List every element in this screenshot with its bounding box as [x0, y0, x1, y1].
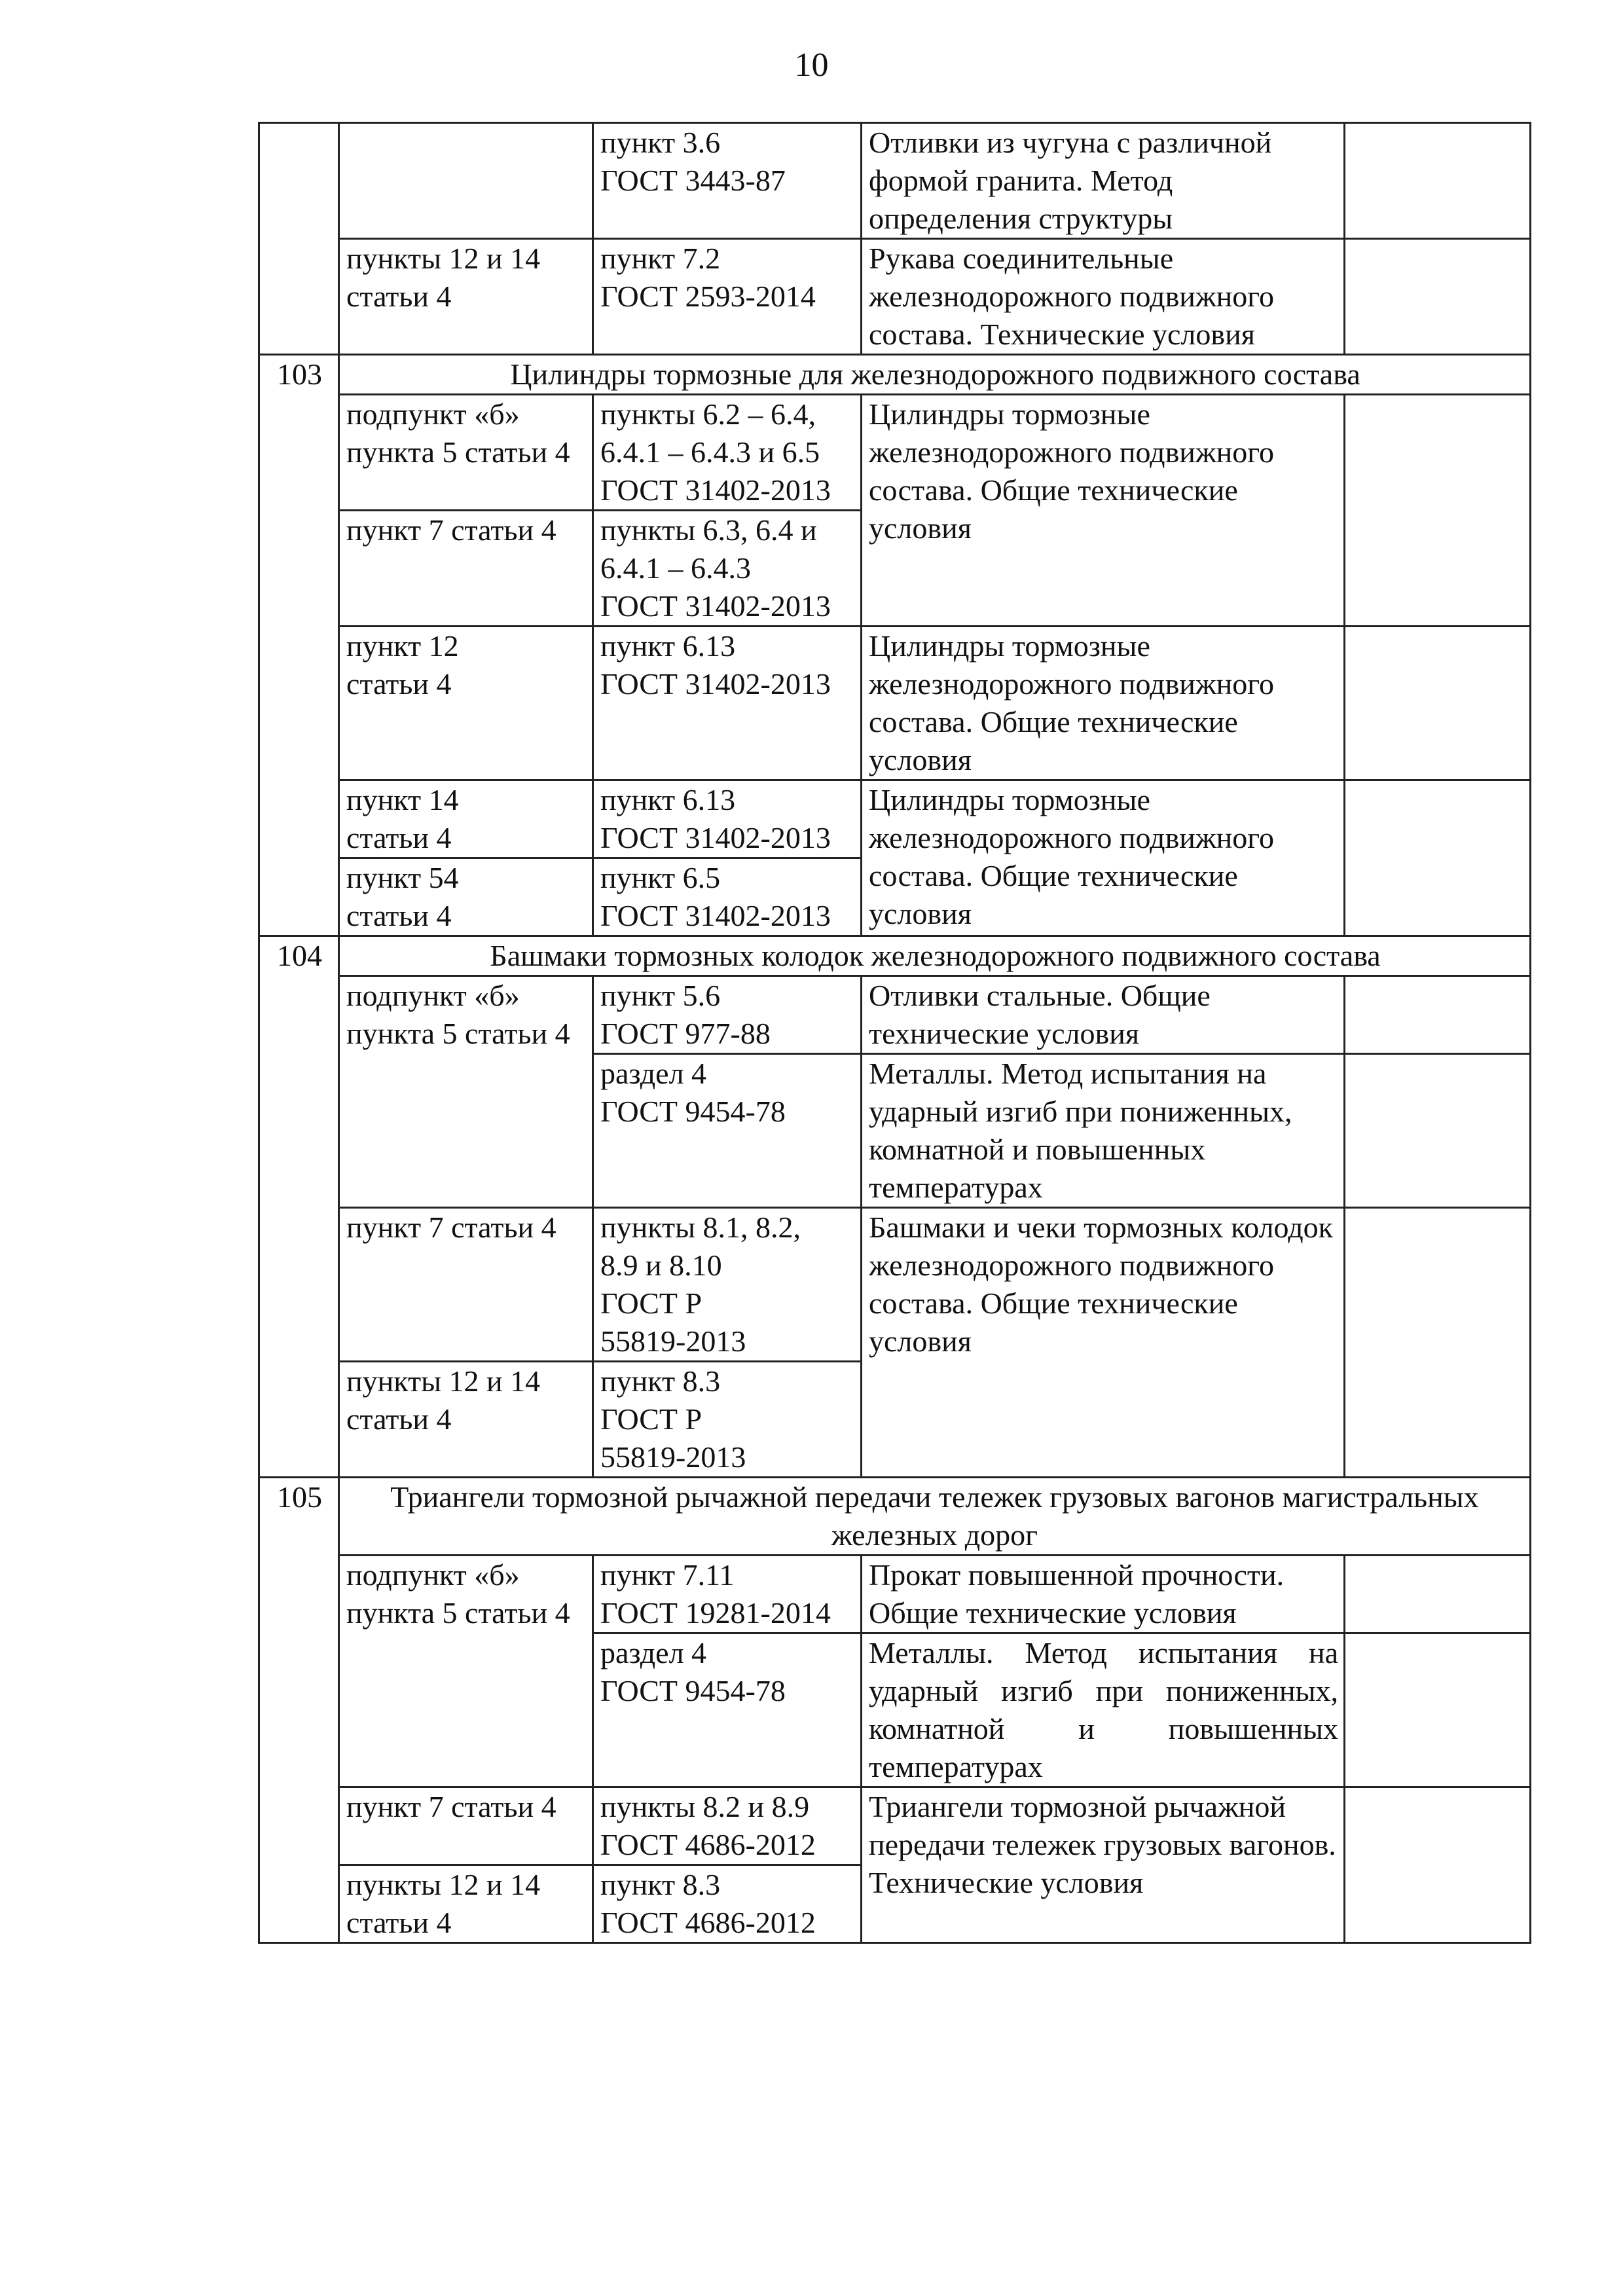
clause-cell: подпункт «б» пункта 5 статьи 4: [339, 976, 593, 1208]
description-cell: Триангели тормозной рычажной передачи тележек грузовых вагонов. Технические условия: [862, 1787, 1345, 1943]
clause-cell: подпункт «б» пункта 5 статьи 4: [339, 1556, 593, 1787]
group-header-row: [259, 355, 1531, 395]
note-cell: [1345, 395, 1531, 627]
standard-cell: пункт 6.13 ГОСТ 31402-2013: [593, 780, 862, 858]
table-row: [259, 239, 1531, 355]
standard-cell: пункт 3.6 ГОСТ 3443-87: [593, 123, 862, 239]
standard-cell: пункт 8.3 ГОСТ 4686-2012: [593, 1865, 862, 1943]
clause-cell: пункт 7 статьи 4: [339, 1787, 593, 1865]
description-cell: Башмаки и чеки тормозных колодок железнодорожного подвижного состава. Общие технические условия: [862, 1208, 1345, 1478]
description-cell: Рукава соединительные железнодорожного подвижного состава. Технические условия: [862, 239, 1345, 355]
standard-cell: пункт 6.13 ГОСТ 31402-2013: [593, 627, 862, 780]
group-header-row: [259, 1478, 1531, 1556]
note-cell: [1345, 1633, 1531, 1787]
note-cell: [1345, 239, 1531, 355]
item-number-cell: 105: [259, 1478, 339, 1943]
standard-cell: пункт 6.5 ГОСТ 31402-2013: [593, 858, 862, 936]
page-number: 10: [794, 46, 829, 84]
table-row: [259, 1787, 1531, 1865]
standard-cell: раздел 4 ГОСТ 9454-78: [593, 1633, 862, 1787]
standard-cell: пункты 8.2 и 8.9 ГОСТ 4686-2012: [593, 1787, 862, 1865]
standard-cell: пункт 8.3 ГОСТ Р 55819-2013: [593, 1362, 862, 1478]
standard-cell: пункты 8.1, 8.2, 8.9 и 8.10 ГОСТ Р 55819-2013: [593, 1208, 862, 1362]
description-cell: Цилиндры тормозные железнодорожного подвижного состава. Общие технические условия: [862, 780, 1345, 936]
description-cell: Цилиндры тормозные железнодорожного подвижного состава. Общие технические условия: [862, 395, 1345, 627]
description-cell: Металлы. Метод испытания на ударный изгиб при пониженных, комнатной и повышенных температурах: [862, 1633, 1345, 1787]
group-title: Башмаки тормозных колодок железнодорожного подвижного состава: [339, 936, 1531, 976]
clause-cell: подпункт «б» пункта 5 статьи 4: [339, 395, 593, 511]
note-cell: [1345, 1787, 1531, 1943]
clause-cell: пункты 12 и 14 статьи 4: [339, 239, 593, 355]
description-cell: Цилиндры тормозные железнодорожного подвижного состава. Общие технические условия: [862, 627, 1345, 780]
group-header-row: [259, 936, 1531, 976]
group-title: Цилиндры тормозные для железнодорожного подвижного состава: [339, 355, 1531, 395]
note-cell: [1345, 627, 1531, 780]
standard-cell: раздел 4 ГОСТ 9454-78: [593, 1054, 862, 1208]
description-cell: Отливки стальные. Общие технические условия: [862, 976, 1345, 1054]
standard-cell: пункт 7.2 ГОСТ 2593-2014: [593, 239, 862, 355]
table-row: [259, 1208, 1531, 1362]
item-number-cell: 104: [259, 936, 339, 1478]
description-cell: Прокат повышенной прочности. Общие технические условия: [862, 1556, 1345, 1633]
table-row: [259, 780, 1531, 858]
table-row: [259, 627, 1531, 780]
note-cell: [1345, 1054, 1531, 1208]
table-row: [259, 1556, 1531, 1633]
description-cell: Металлы. Метод испытания на ударный изгиб при пониженных, комнатной и повышенных температурах: [862, 1054, 1345, 1208]
clause-cell: [339, 123, 593, 239]
table-row: [259, 123, 1531, 239]
standard-cell: пункт 5.6 ГОСТ 977-88: [593, 976, 862, 1054]
table-row: [259, 976, 1531, 1054]
clause-cell: пункты 12 и 14 статьи 4: [339, 1362, 593, 1478]
item-number-cell: [259, 123, 339, 355]
note-cell: [1345, 1208, 1531, 1478]
note-cell: [1345, 123, 1531, 239]
note-cell: [1345, 976, 1531, 1054]
note-cell: [1345, 1556, 1531, 1633]
clause-cell: пункт 7 статьи 4: [339, 511, 593, 627]
description-cell: Отливки из чугуна с различной формой гранита. Метод определения структуры: [862, 123, 1345, 239]
standard-cell: пункты 6.2 – 6.4, 6.4.1 – 6.4.3 и 6.5 ГОСТ 31402-2013: [593, 395, 862, 511]
clause-cell: пункты 12 и 14 статьи 4: [339, 1865, 593, 1943]
clause-cell: пункт 7 статьи 4: [339, 1208, 593, 1362]
requirements-table: [258, 122, 1531, 1944]
clause-cell: пункт 12 статьи 4: [339, 627, 593, 780]
table-row: [259, 395, 1531, 511]
standard-cell: пункт 7.11 ГОСТ 19281-2014: [593, 1556, 862, 1633]
group-title: Триангели тормозной рычажной передачи тележек грузовых вагонов магистральных железных дорог: [339, 1478, 1531, 1556]
standard-cell: пункты 6.3, 6.4 и 6.4.1 – 6.4.3 ГОСТ 31402-2013: [593, 511, 862, 627]
item-number-cell: 103: [259, 355, 339, 936]
note-cell: [1345, 780, 1531, 936]
clause-cell: пункт 14 статьи 4: [339, 780, 593, 858]
clause-cell: пункт 54 статьи 4: [339, 858, 593, 936]
